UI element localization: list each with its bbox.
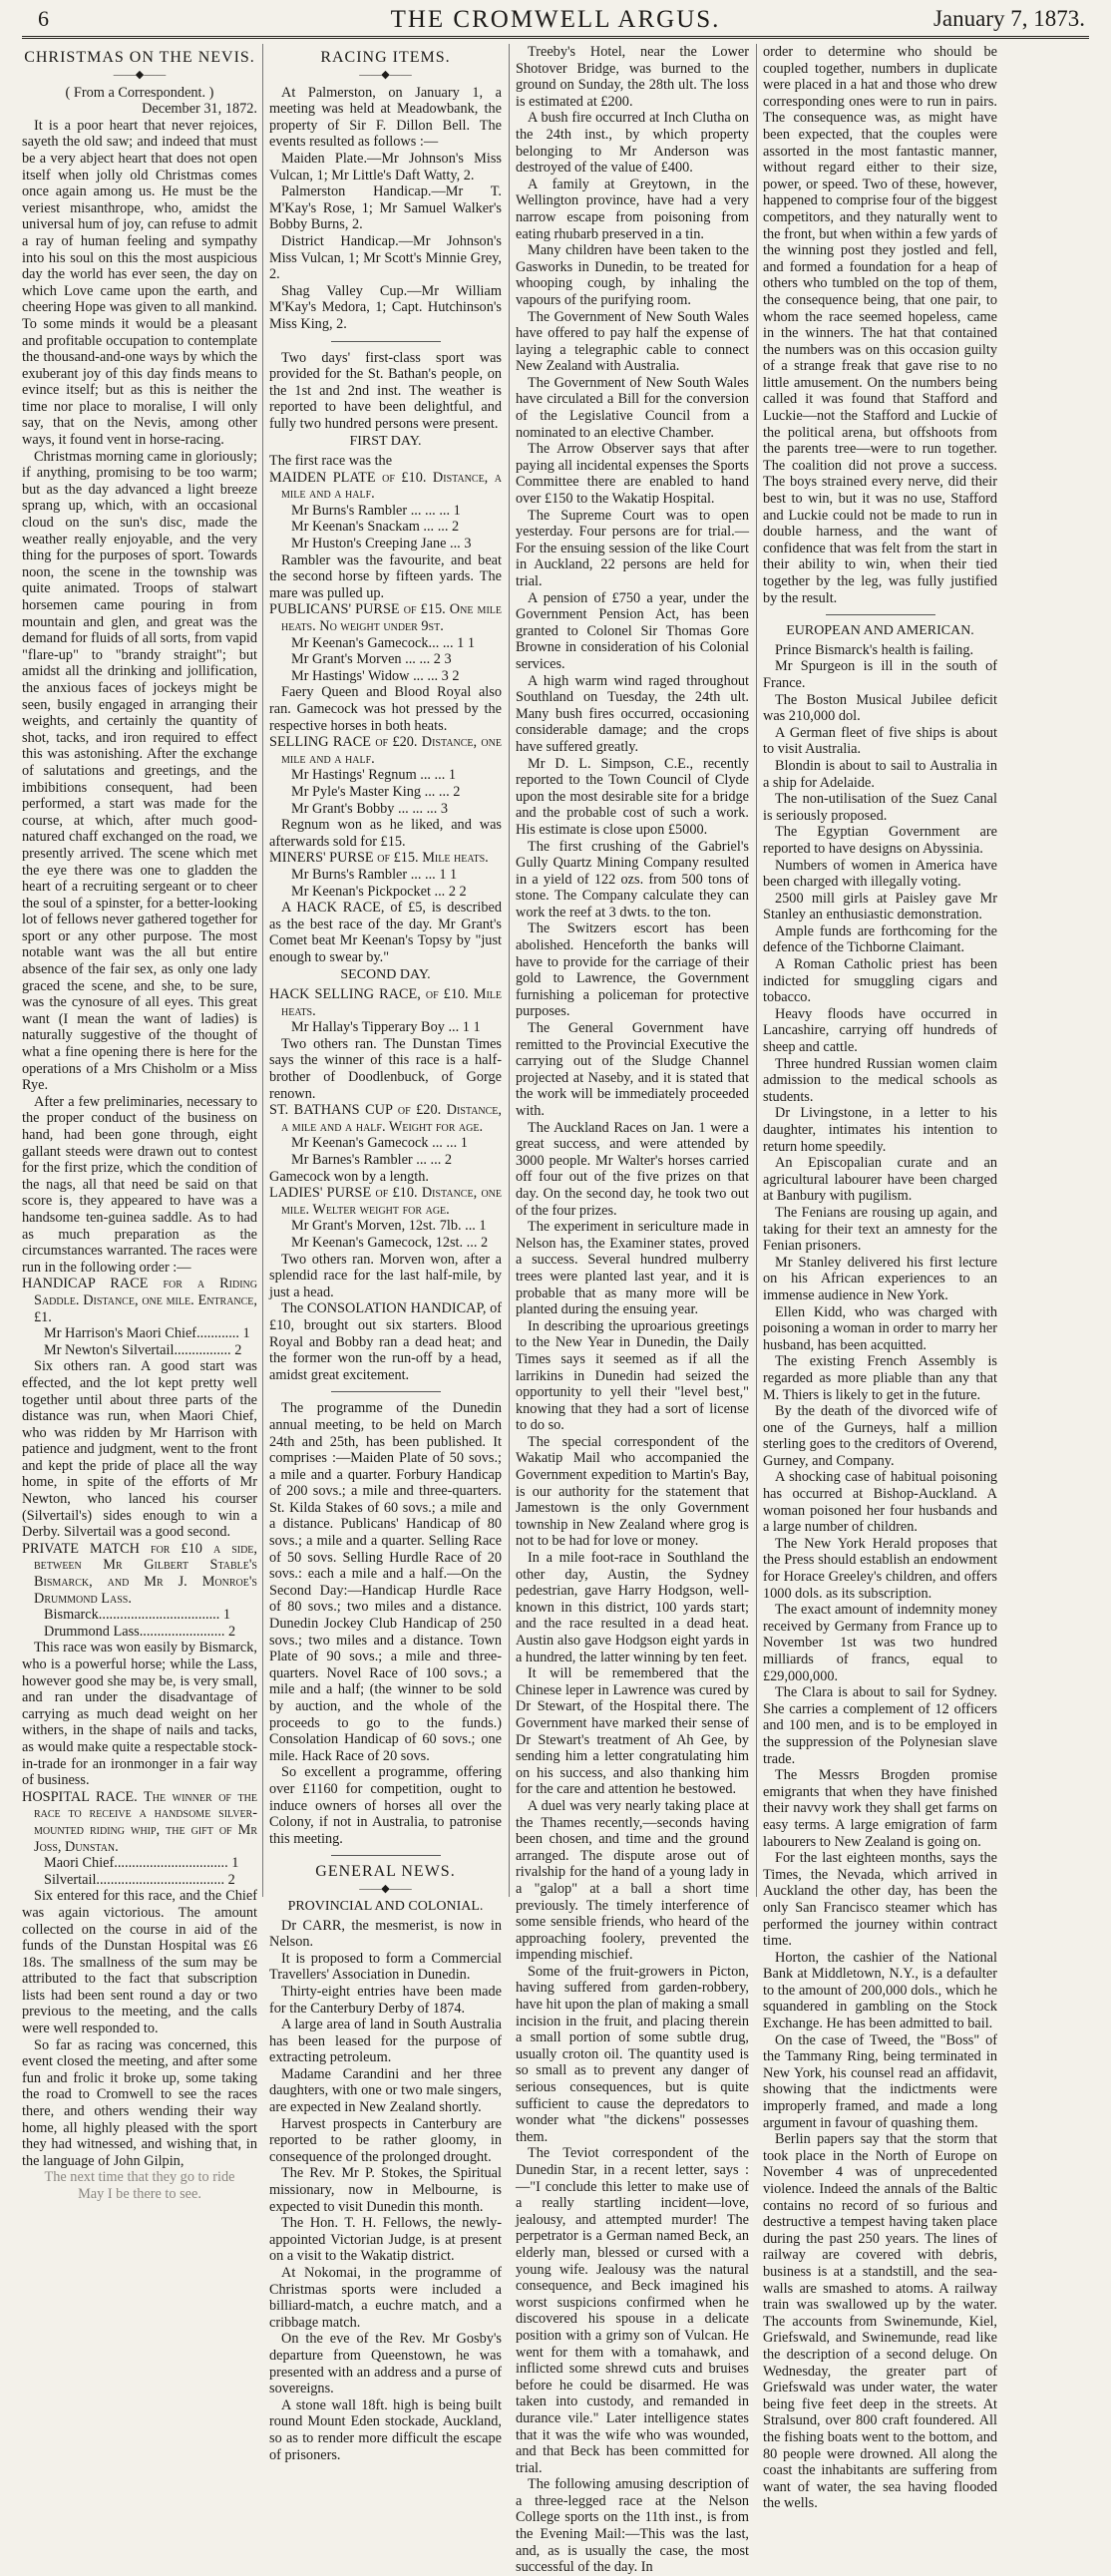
paragraph: So excellent a programme, offering over £1160 for competition, ought to induce owners of horses all over the Colony, if not in Australia, to patronise this meeting. <box>269 1764 502 1847</box>
race-heading: LADIES' PURSE of £10. Distance, one mile. Welter weight for age. <box>269 1185 502 1218</box>
paragraph: Dr Livingstone, in a letter to his daughter, intimates his intention to return home speedily. <box>763 1105 997 1155</box>
race-entry: Mr Hallay's Tipperary Boy ... 1 1 <box>291 1019 481 1036</box>
paragraph: An Episcopalian curate and an agricultural labourer have been charged at Banbury with pugilism. <box>763 1155 997 1205</box>
paragraph: Numbers of women in America have been charged with illegally voting. <box>763 857 997 891</box>
paragraph: A HACK RACE, of £5, is described as the best race of the day. Mr Grant's Comet beat Mr Keenan's Topsy by "just enough to swear by." <box>269 900 502 965</box>
paragraph: The Hon. T. H. Fellows, the newly-appointed Victorian Judge, is at present on a visit to the Wakatip district. <box>269 2215 502 2265</box>
paragraph: By the death of the divorced wife of one of the Gurneys, half a million sterling goes to the creditors of Overend, Gurney, and Company. <box>763 1403 997 1469</box>
paragraph: It will be remembered that the Chinese leper in Lawrence was cured by Dr Stewart, of the Hospital there. The Government have marked their sense of Dr Stewart's treatment of Ah Gee, by sending him a letter congratulating him on his success, and also thanking him for the care and attention he bestowed. <box>516 1665 749 1798</box>
race-entry: Mr Grant's Bobby ... ... ... 3 <box>291 800 449 817</box>
race-entry: Mr Newton's Silvertail................ 2 <box>44 1341 242 1358</box>
paragraph: A shocking case of habitual poisoning has occurred at Bishop-Auckland. A woman poisoned her four husbands and a large number of children. <box>763 1469 997 1536</box>
race-heading: PUBLICANS' PURSE of £15. One mile heats. No weight under 9st. <box>269 601 502 634</box>
paragraph: A pension of £750 a year, under the Government Pension Act, has been granted to Colonel Sir Thomas Gore Browne in consideration of his Colonial services. <box>516 589 749 672</box>
section-subheading: FIRST DAY. <box>349 434 422 450</box>
paragraph: At Nokomai, in the programme of Christmas sports were included a billiard-match, a euchre match, and a cribbage match. <box>269 2265 502 2331</box>
verse-line: The next time that they go to ride <box>44 2169 235 2186</box>
newspaper-title: THE CROMWELL ARGUS. <box>390 6 721 33</box>
paragraph: Berlin papers say that the storm that took place in the North of Europe on November 4 was of unprecedented violence. Indeed the annals of the Baltic contains no record of so furious and destructive a tempest having taken place during the past 250 years. The lines of railway are covered with debris, business is at a standstill, and the sea-walls are smashed to atoms. A railway train was swallowed up by the water. The accounts from Swinemunde, Kiel, Griefswald, and Swinemunde, read like the description of a second deluge. On Wednesday, the greater part of Griefswald was under water, the water being five feet deep in the streets. At Stralsund, over 800 craft foundered. All the fishing boats went to the bottom, and 80 people were drowned. All along the coast the inhabitants are suffering from want of water, the sea having flooded the wells. <box>763 2131 997 2512</box>
race-entry: Mr Barnes's Rambler ... ... 2 <box>291 1152 453 1168</box>
paragraph: The Boston Musical Jubilee deficit was 210,000 dol. <box>763 691 997 725</box>
paragraph: The Fenians are rousing up again, and taking for their text an amnesty for the Fenian prisoners. <box>763 1204 997 1255</box>
paragraph: The Supreme Court was to open yesterday. Four persons are for trial.—For the ensuing session of the like Court in Auckland, 22 persons are held for trial. <box>516 507 749 589</box>
paragraph: A duel was very nearly taking place at the Thames recently,—seconds having been chosen, and time and the ground arranged. The dispute arose out of rivalship for the hand of a young lady in a "galop" at a ball a short time previously. The timely interference of some sensible friends, who heard of the approaching foolery, prevented the impending mischief. <box>516 1797 749 1964</box>
paragraph: Some of the fruit-growers in Picton, having suffered from garden-robbery, have hit upon the plan of making a small incision in the fruit, and placing therein a small portion of some subtle drug, usually croton oil. The quantity used is so small as to prevent any danger of serious consequences, but is quite sufficient to cause the depredators to wonder what "the dickens" possesses them. <box>516 1963 749 2145</box>
paragraph: The first race was the <box>269 453 393 470</box>
paragraph: Horton, the cashier of the National Bank at Middletown, N.Y., is a defaulter to the amount of 200,000 dols., which he squandered in gambling on the Stock Exchange. He has been admitted to bail. <box>763 1949 997 2032</box>
paragraph: The first crushing of the Gabriel's Gully Quartz Mining Company resulted in a yield of 122 ozs. from 500 tons of stone. The Company calculate they can work the reef at 3 dwts. to the ton. <box>516 838 749 920</box>
paragraph: Mr Spurgeon is ill in the south of France. <box>763 658 997 691</box>
section-heading: RACING ITEMS. <box>320 49 451 66</box>
column-1 <box>22 44 257 2202</box>
race-heading: HACK SELLING RACE, of £10. Mile heats. <box>269 986 502 1019</box>
race-entry: Mr Harrison's Maori Chief............ 1 <box>44 1325 250 1342</box>
paragraph: The Auckland Races on Jan. 1 were a great success, and were attended by 3000 people. Mr Walter's horses carried off four out of the five prizes on that day. On the second day, he took two out of the four prizes. <box>516 1119 749 1219</box>
ornament-divider: ——◆—— <box>359 1882 412 1895</box>
section-subheading: PROVINCIAL AND COLONIAL. <box>287 1898 484 1914</box>
paragraph: This race was won easily by Bismarck, who is a powerful horse; while the Lass, however good she may be, is very small, and ran under the disadvantage of carrying as much dead weight on her withers, in the shape of nails and tacks, as would make quite a respectable stock-in-trade for an ironmonger in a fair way of business. <box>22 1640 257 1789</box>
paragraph: Prince Bismarck's health is failing. <box>775 641 974 658</box>
paragraph: Many children have been taken to the Gasworks in Dunedin, to be treated for whooping cough, by inhaling the vapours of the purifying room. <box>516 242 749 308</box>
paragraph: Three hundred Russian women claim admission to the medical schools as students. <box>763 1055 997 1105</box>
paragraph: Ample funds are forthcoming for the defence of the Tichborne Claimant. <box>763 922 997 956</box>
verse-line: May I be there to see. <box>78 2186 201 2202</box>
column-divider <box>262 44 263 1897</box>
paragraph: The experiment in sericulture made in Nelson has, the Examiner states, proved a success. Several hundred mulberry trees were planted last year, and it is probable that as many more will be planted during the ensuing year. <box>516 1219 749 1318</box>
paragraph: Palmerston Handicap.—Mr T. M'Kay's Rose, 1; Mr Samuel Walker's Bobby Burns, 2. <box>269 184 502 233</box>
section-subheading: SECOND DAY. <box>340 967 431 983</box>
paragraph: The New York Herald proposes that the Press should establish an endowment for Horace Greeley's children, and offers 1000 dols. as its subscription. <box>763 1535 997 1602</box>
paragraph: The Switzers escort has been abolished. Henceforth the banks will have to provide for the carriage of their gold to Lawrence, the Government furnishing a policeman for protective purposes. <box>516 920 749 1020</box>
paragraph: Gamecock won by a length. <box>269 1168 429 1185</box>
paragraph: It is a poor heart that never rejoices, sayeth the old saw; and indeed that must be a very abject heart that does not open itself when jolly old Christmas comes once again among us. He must be the veriest misanthrope, who, amidst the universal hum of joy, can refuse to admit a ray of human feeling and sympathy into his soul on this the most auspicious day the world has ever seen, the day on which Love came upon the earth, and cheering Hope was given to all mankind. To some minds it would be a pleasant and profitable occupation to contemplate the thousand-and-one ways by which the exuberant joy of this day finds means to evince itself; but as this is neither the time nor place to moralise, I will only say, that on the Nevis, among other ways, it found vent in horse-racing. <box>22 117 257 449</box>
race-heading: HOSPITAL RACE. The winner of the race to receive a handsome silver-mounted riding whip, the gift of Mr Joss, Dunstan. <box>22 1788 257 1855</box>
ornament-divider: ——◆—— <box>359 68 412 81</box>
paragraph: The CONSOLATION HANDICAP, of £10, brought out six starters. Blood Royal and Bobby ran a dead heat; and the former won the run-off by a head, amidst great excitement. <box>269 1300 502 1383</box>
paragraph: Six others ran. A good start was effected, and the lot kept pretty well together until about three parts of the distance was run, when Maori Chief, who was ridden by Mr Harrison with patience and judgment, went to the front and kept the pride of place all the way home, in spite of the efforts of Mr Newton, who lanced his courser (Silvertail's) sides enough to win a Derby. Silvertail was a good second. <box>22 1358 257 1541</box>
paragraph: In a mile foot-race in Southland the other day, Austin, the Sydney pedestrian, gave Harry Hodgson, well-known in this district, 100 yards start; and the race resulted in a dead heat. Austin also gave Hodgson eight yards in a hundred, the latter winning by ten feet. <box>516 1550 749 1665</box>
paragraph: 2500 mill girls at Paisley gave Mr Stanley an enthusiastic demonstration. <box>763 890 997 923</box>
race-entry: Mr Pyle's Master King ... ... 2 <box>291 783 461 800</box>
paragraph: Dr CARR, the mesmerist, is now in Nelson. <box>269 1917 502 1951</box>
paragraph: A bush fire occurred at Inch Clutha on the 24th inst., by which property belonging to Mr Anderson was destroyed of the value of £400. <box>516 110 749 177</box>
paragraph: The special correspondent of the Wakatip Mail who accompanied the Government expedition to Martin's Bay, is our authority for the statement that Jamestown is the only Government township in New Zealand where grog is not to be had for love or money. <box>516 1433 749 1550</box>
paragraph: Two days' first-class sport was provided for the St. Bathan's people, on the 1st and 2nd inst. The weather is reported to have been delightful, and fully two hundred persons were present. <box>269 349 502 432</box>
article-separator <box>826 614 935 615</box>
article-separator <box>331 341 441 342</box>
paragraph: The exact amount of indemnity money received by Germany from France up to November 1st was two hundred milliards of francs, equal to £29,000,000. <box>763 1602 997 1684</box>
ornament-divider: ——◆—— <box>113 68 167 81</box>
race-entry: Mr Keenan's Gamecock... ... 1 1 <box>291 634 476 651</box>
paragraph: The Arrow Observer says that after paying all incidental expenses the Sports Committee there are enabled to hand over £150 to the Wakatip Hospital. <box>516 441 749 508</box>
paragraph: At Palmerston, on January 1, a meeting was held at Meadowbank, the property of Sir F. Dillon Bell. The events resulted as follows :— <box>269 84 502 151</box>
paragraph: Rambler was the favourite, and beat the second horse by fifteen yards. The mare was pulled up. <box>269 552 502 601</box>
paragraph: The Messrs Brogden promise emigrants that when they have finished their navvy work they shall get farms on easy terms. A large emigration of farm labourers to New Zealand is going on. <box>763 1767 997 1850</box>
race-entry: Mr Burns's Rambler ... ... 1 1 <box>291 866 458 883</box>
race-heading: SELLING RACE of £20. Distance, one mile and a half. <box>269 734 502 767</box>
paragraph: The non-utilisation of the Suez Canal is seriously proposed. <box>763 791 997 824</box>
paragraph: For the last eighteen months, says the Times, the Nevada, which arrived in Auckland the other day, has been the only San Francisco steamer which has performed the journey within contract time. <box>763 1850 997 1950</box>
paragraph: Harvest prospects in Canterbury are reported to be rather gloomy, in consequence of the prolonged drought. <box>269 2115 502 2165</box>
race-entry: Mr Keenan's Snackam ... ... 2 <box>291 519 460 536</box>
paragraph: On the eve of the Rev. Mr Gosby's departure from Queenstown, he was presented with an address and a purse of sovereigns. <box>269 2331 502 2397</box>
paragraph: District Handicap.—Mr Johnson's Miss Vulcan, 1; Mr Scott's Minnie Grey, 2. <box>269 232 502 283</box>
issue-date: January 7, 1873. <box>932 6 1085 31</box>
race-entry: Mr Keenan's Gamecock, 12st. ... 2 <box>291 1234 489 1251</box>
paragraph: The Teviot correspondent of the Dunedin Star, in a recent letter, says :—"I conclude this letter to make use of a really startling incident—love, jealousy, and attempted murder! The perpetrator is a German named Beck, an elderly man, blessed or cursed with a young wife. Jealousy was the natural consequence, and Beck imagined his worst suspicions confirmed when he discovered his spouse in a delicate position with a grimy son of Vulcan. He went for them with a tomahawk, and inflicted some shrewd cuts and bruises before he could be disarmed. He was taken into custody, and remanded in durance vile." Later intelligence states that it was the wife who was wounded, and that Beck has been committed for trial. <box>516 2145 749 2476</box>
race-heading: PRIVATE MATCH for £10 a side, between Mr Gilbert Stable's Bismarck, and Mr J. Monroe's Drummond Lass. <box>22 1540 257 1607</box>
masthead <box>0 0 1111 44</box>
paragraph: In describing the uproarious greetings to the New Year in Dunedin, the Daily Times says it seemed as if all the larrikins in Dunedin had seized the opportunity to yell their "level best," knowing that they had a sort of license to do so. <box>516 1317 749 1434</box>
race-entry: Mr Hastings' Widow ... ... 3 2 <box>291 667 460 684</box>
page-number: 6 <box>38 6 49 31</box>
paragraph: The Rev. Mr P. Stokes, the Spiritual missionary, now in Melbourne, is expected to visit Dunedin this month. <box>269 2165 502 2215</box>
paragraph: A stone wall 18ft. high is being built round Mount Eden stockade, Auckland, so as to render more difficult the escape of prisoners. <box>269 2396 502 2463</box>
paragraph: A high warm wind raged throughout Southland on Tuesday, the 24th ult. Many bush fires occurred, occasioning considerable damage; and the crops have suffered greatly. <box>516 672 749 755</box>
race-entry: Drummond Lass........................ 2 <box>44 1623 236 1640</box>
paragraph: Two others ran. The Dunstan Times says the winner of this race is a half-brother of Doodlenbuck, of Gorge renown. <box>269 1035 502 1102</box>
paragraph: A Roman Catholic priest has been indicted for smuggling cigars and tobacco. <box>763 956 997 1006</box>
paragraph: Heavy floods have occurred in Lancashire, carrying off hundreds of sheep and cattle. <box>763 1005 997 1056</box>
article-separator <box>331 1855 441 1856</box>
race-entry: Mr Keenan's Gamecock ... ... 1 <box>291 1135 468 1152</box>
paragraph: Two others ran. Morven won, after a splendid race for the last half-mile, by just a head. <box>269 1251 502 1300</box>
paragraph: Madame Carandini and her three daughters, with one or two male singers, are expected in New Zealand shortly. <box>269 2065 502 2116</box>
paragraph: The Government of New South Wales have offered to pay half the expense of laying a telegraphic cable to connect New Zealand with Australia. <box>516 308 749 375</box>
paragraph: Mr Stanley delivered his first lecture on his African experiences to an immense audience in New York. <box>763 1254 997 1303</box>
race-entry: Mr Hastings' Regnum ... ... 1 <box>291 767 457 784</box>
race-entry: Silvertail.................................... 2 <box>44 1871 235 1888</box>
paragraph: Shag Valley Cup.—Mr William M'Kay's Medora, 1; Capt. Hutchinson's Miss King, 2. <box>269 282 502 332</box>
paragraph: Blondin is about to sail to Australia in a ship for Adelaide. <box>763 757 997 791</box>
race-entry: Mr Burns's Rambler ... ... ... 1 <box>291 502 461 519</box>
paragraph: Mr D. L. Simpson, C.E., recently reported to the Town Council of Clyde upon the most desirable site for a bridge and the probable cost of such a work. His estimate is close upon £5000. <box>516 755 749 838</box>
paragraph: The Clara is about to sail for Sydney. She carries a complement of 12 officers and 100 men, and is to be employed in the suppression of the Polynesian slave trade. <box>763 1684 997 1767</box>
column-2 <box>269 44 502 2463</box>
paragraph: After a few preliminaries, necessary to the proper conduct of the business on hand, had been gone through, eight gallant steeds were drawn out to contest for the first prize, which the condition of the nags, all that need be said on that score is, they appeared to have was a handsome ten-guinea saddle. As to had as much preparation as the circumstances warranted. The races were run in the following order :— <box>22 1093 257 1276</box>
race-heading: HANDICAP RACE for a Riding Saddle. Distance, one mile. Entrance, £1. <box>22 1276 257 1325</box>
paragraph: Christmas morning came in gloriously; if anything, promising to be too warm; but as the day advanced a light breeze sprang up, which, with an occasional cloud on the sun's disc, made the weather really enjoyable, and the very thing for the purposes of sport. Towards noon, the scene in the township was quite animated. Troops of stalwart horsemen came pouring in from mountain and glen, and great was the demand for fluids of all sorts, from vapid "flare-up" to "brandy straight"; but amidst all the drinking and jollification, the anxious faces of jockeys might be seen, busily engaged in arranging their weights, and certainly the quantity of shot, tacks, and iron required to effect this was astonishing. After the exchange of salutations and greetings, and the imbibitions consequent, had been performed, a start was made for the course, at which, after much good-natured chaff exchanged on the road, we presently arrived. The scene which met the eye there was one to gladden the heart of a recruiting sergeant or to cheer the soul of a spinster, for a better-looking lot of fellows never gathered together for sport or any other purpose. The most notable want was the all but entire absence of the fair sex, as only one lady graced the scene, and she, to be sure, was the cynosure of all eyes. This great want (I mean the want of ladies) is naturally suggestive of the thought of what a fine opening there is here for the operations of a Mrs Chisholm or a Miss Rye. <box>22 448 257 1094</box>
race-heading: ST. BATHANS CUP of £20. Distance, a mile and a half. Weight for age. <box>269 1102 502 1135</box>
article-separator <box>331 1391 441 1392</box>
paragraph: order to determine who should be coupled together, numbers in duplicate were placed in a hat and those who drew corresponding ones were to run in pairs. The consequence was, as might have been expected, that the couples were assorted in the most fantastic manner, without regard either to their size, power, or speed. Two of these, however, happened to comprise four of the biggest competitors, and they naturally went to the front, but when within a few yards of the winning post they jostled and fell, and formed a foundation for a heap of others who tumbled on the top of them, the consequence being, that one pair, to whom the race seemed hopeless, came in the winners. The hat that contained the numbers was on this occasion guilty of a strange freak that gave rise to no little amusement. On the numbers being called it was found that Stafford and Luckie—not the Stafford and Luckie of the political arena, but offshoots from the parents tree—were to run together. The coalition did not prove a success. The boys strained every nerve, did their best to win, but it was no use, Stafford and Luckie could not be made to run in double harness, and the want of confidence that was felt from the start in their ability to win, when their tied together by the leg, was fully justified by the result. <box>763 44 997 606</box>
column-3 <box>516 44 749 2576</box>
paragraph: Regnum won as he liked, and was afterwards sold for £15. <box>269 817 502 850</box>
column-4 <box>763 44 997 2512</box>
race-entry: Mr Grant's Morven ... ... 2 3 <box>291 651 452 668</box>
paragraph: Thirty-eight entries have been made for the Canterbury Derby of 1874. <box>269 1983 502 2017</box>
race-heading: MINERS' PURSE of £15. Mile heats. <box>269 850 489 867</box>
column-divider <box>756 44 757 1897</box>
dateline: December 31, 1872. <box>142 101 257 118</box>
paragraph: A family at Greytown, in the Wellington province, have had a very narrow escape from poisoning from eating rhubarb preserved in a tin. <box>516 176 749 242</box>
race-entry: Bismarck.................................. 1 <box>44 1607 231 1624</box>
race-entry: Mr Keenan's Pickpocket ... 2 2 <box>291 883 467 900</box>
paragraph: The programme of the Dunedin annual meeting, to be held on March 24th and 25th, has been published. It comprises :—Maiden Plate of 50 sovs.; a mile and a quarter. Forbury Handicap of 200 sovs.; a mile and three-quarters. St. Kilda Stakes of 60 sovs.; a mile and a distance. Publicans' Handicap of 80 sovs.; a mile and a quarter. Selling Race of 50 sovs. Selling Hurdle Race of 20 sovs.: each a mile and a half.—On the Second Day:—Handicap Hurdle Race of 80 sovs.; two miles and a distance. Dunedin Jockey Club Handicap of 250 sovs.; two miles and a distance. Town Plate of 90 sovs.; a mile and three-quarters. Novel Race of 100 sovs.; a mile and a half; (the winner to be sold by auction, and the whole of the proceeds to go to the funds.) Consolation Handicap of 60 sovs.; one mile. Hack Race of 20 sovs. <box>269 1400 502 1764</box>
paragraph: The General Government have remitted to the Provincial Executive the carrying out of the Sludge Channel projected at Naseby, and it is stated that the work will be immediately proceeded with. <box>516 1020 749 1119</box>
race-heading: MAIDEN PLATE of £10. Distance, a mile and a half. <box>269 469 502 503</box>
paragraph: Six entered for this race, and the Chief was again victorious. The amount collected on the course in aid of the funds of the Dunstan Hospital was £6 18s. The smallness of the sum may be attributed to the fact that subscription lists had been sent round a day or two previous to the meeting, and the calls were well responded to. <box>22 1888 257 2037</box>
race-entry: Mr Huston's Creeping Jane ... 3 <box>291 536 472 552</box>
paragraph: The existing French Assembly is regarded as more pliable than any that M. Thiers is likely to get in the future. <box>763 1353 997 1403</box>
column-divider <box>509 44 510 1897</box>
paragraph: Maiden Plate.—Mr Johnson's Miss Vulcan, 1; Mr Little's Daft Watty, 2. <box>269 150 502 184</box>
race-entry: Mr Grant's Morven, 12st. 7lb. ... 1 <box>291 1218 487 1235</box>
section-heading: CHRISTMAS ON THE NEVIS. <box>24 49 255 66</box>
paragraph: It is proposed to form a Commercial Travellers' Association in Dunedin. <box>269 1950 502 1984</box>
race-entry: Maori Chief................................ 1 <box>44 1855 239 1872</box>
paragraph: Ellen Kidd, who was charged with poisoning a woman in order to marry her husband, has been acquitted. <box>763 1303 997 1353</box>
byline: ( From a Correspondent. ) <box>65 84 214 101</box>
paragraph: So far as racing was concerned, this event closed the meeting, and after some fun and frolic it broke up, some taking the road to Cromwell to see the races there, and others wending their way home, all highly pleased with the sport they had witnessed, and wishing that, in the language of John Gilpin, <box>22 2036 257 2169</box>
paragraph: A German fleet of five ships is about to visit Australia. <box>763 724 997 758</box>
paragraph: Faery Queen and Blood Royal also ran. Gamecock was hot pressed by the respective horses in both heats. <box>269 684 502 734</box>
paragraph: On the case of Tweed, the "Boss" of the Tammany Ring, being terminated in New York, his counsel read an affidavit, showing that the indictments were improperly framed, and made a long argument in favour of quashing them. <box>763 2031 997 2131</box>
section-subheading: EUROPEAN AND AMERICAN. <box>786 623 974 639</box>
paragraph: Treeby's Hotel, near the Lower Shotover Bridge, was burned to the ground on Sunday, the 28th ult. The loss is estimated at £200. <box>516 44 749 110</box>
paragraph: The Egyptian Government are reported to have designs on Abyssinia. <box>763 824 997 857</box>
paragraph: The following amusing description of a three-legged race at the Nelson College sports on the 11th inst., is from the Evening Mail:—This was the last, and, as is usually the case, the most successful of the day. In <box>516 2476 749 2576</box>
section-heading: GENERAL NEWS. <box>315 1863 456 1881</box>
paragraph: The Government of New South Wales have circulated a Bill for the conversion of the Legislative Council from a nominated to an elective Chamber. <box>516 374 749 441</box>
masthead-rule <box>22 36 1089 39</box>
paragraph: A large area of land in South Australia has been leased for the purpose of extracting petroleum. <box>269 2017 502 2066</box>
